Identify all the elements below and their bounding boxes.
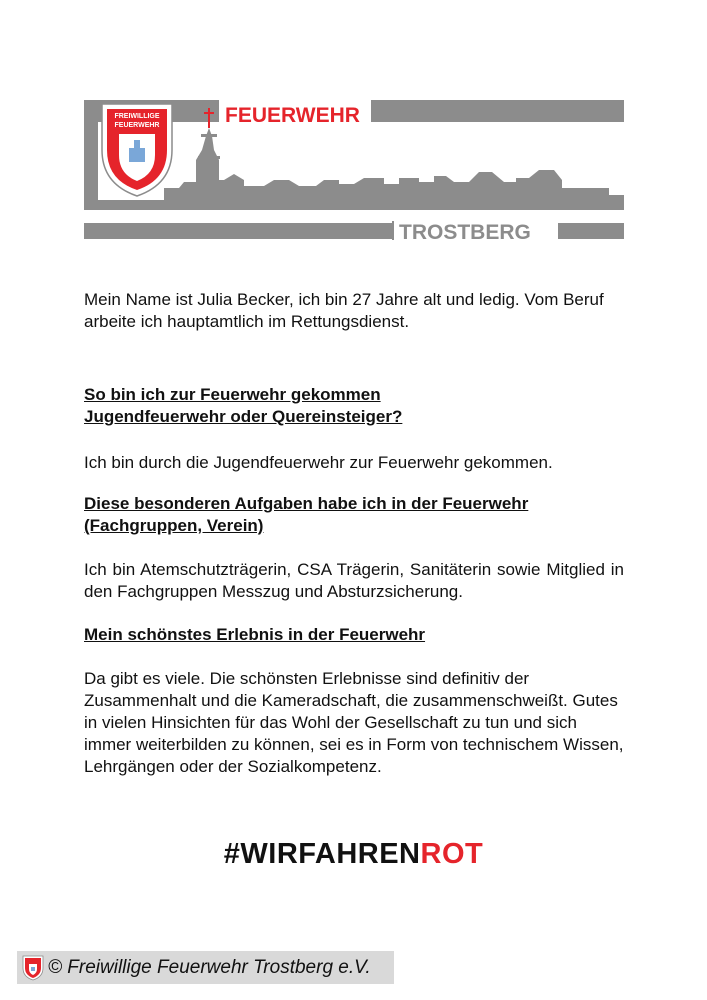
emblem-text-line2: FEUERWEHR	[114, 122, 160, 129]
section-1-heading-line1: So bin ich zur Feuerwehr gekommen	[84, 385, 381, 404]
section-2-heading-line2: (Fachgruppen, Verein)	[84, 516, 264, 535]
section-2-heading-line1: Diese besonderen Aufgaben habe ich in der Feuerwehr	[84, 494, 529, 513]
section-1-heading	[84, 384, 624, 428]
hashtag-part2: ROT	[420, 838, 484, 870]
copyright-text: © Freiwillige Feuerwehr Trostberg e.V.	[48, 956, 371, 978]
banner-subtitle: TROSTBERG	[399, 221, 531, 240]
emblem-text-line1: FREIWILLIGE	[114, 113, 160, 120]
hashtag	[0, 838, 707, 871]
banner-title: FEUERWEHR	[225, 104, 360, 127]
emblem-icon	[22, 955, 44, 981]
hashtag-part1: #WIRFAHREN	[223, 838, 421, 870]
copyright-footer	[17, 951, 394, 984]
section-2-heading	[84, 493, 624, 537]
section-3-body: Da gibt es viele. Die schönsten Erlebnisse sind definitiv der Zusammenhalt und die Kameradschaft, die zusammenschweißt. Gutes in vielen Hinsichten für das Wohl der Gesellschaft zu tun und sich immer weiterbilden zu können, sei es in Form von technischem Wissen, Lehrgängen oder der Sozialkompetenz.	[84, 669, 624, 776]
section-2-body: Ich bin Atemschutzträgerin, CSA Trägerin, Sanitäterin sowie Mitglied in den Fachgruppen Messzug und Absturzsicherung.	[84, 560, 624, 601]
section-1-heading-line2: Jugendfeuerwehr oder Quereinsteiger?	[84, 407, 403, 426]
section-3-heading: Mein schönstes Erlebnis in der Feuerwehr	[84, 625, 426, 644]
fire-brigade-emblem	[102, 104, 172, 196]
intro-paragraph: Mein Name ist Julia Becker, ich bin 27 Jahre alt und ledig. Vom Beruf arbeite ich hauptamtlich im Rettungsdienst.	[84, 290, 604, 331]
feuerwehr-trostberg-banner	[84, 100, 624, 240]
section-1-body: Ich bin durch die Jugendfeuerwehr zur Feuerwehr gekommen.	[84, 453, 553, 472]
